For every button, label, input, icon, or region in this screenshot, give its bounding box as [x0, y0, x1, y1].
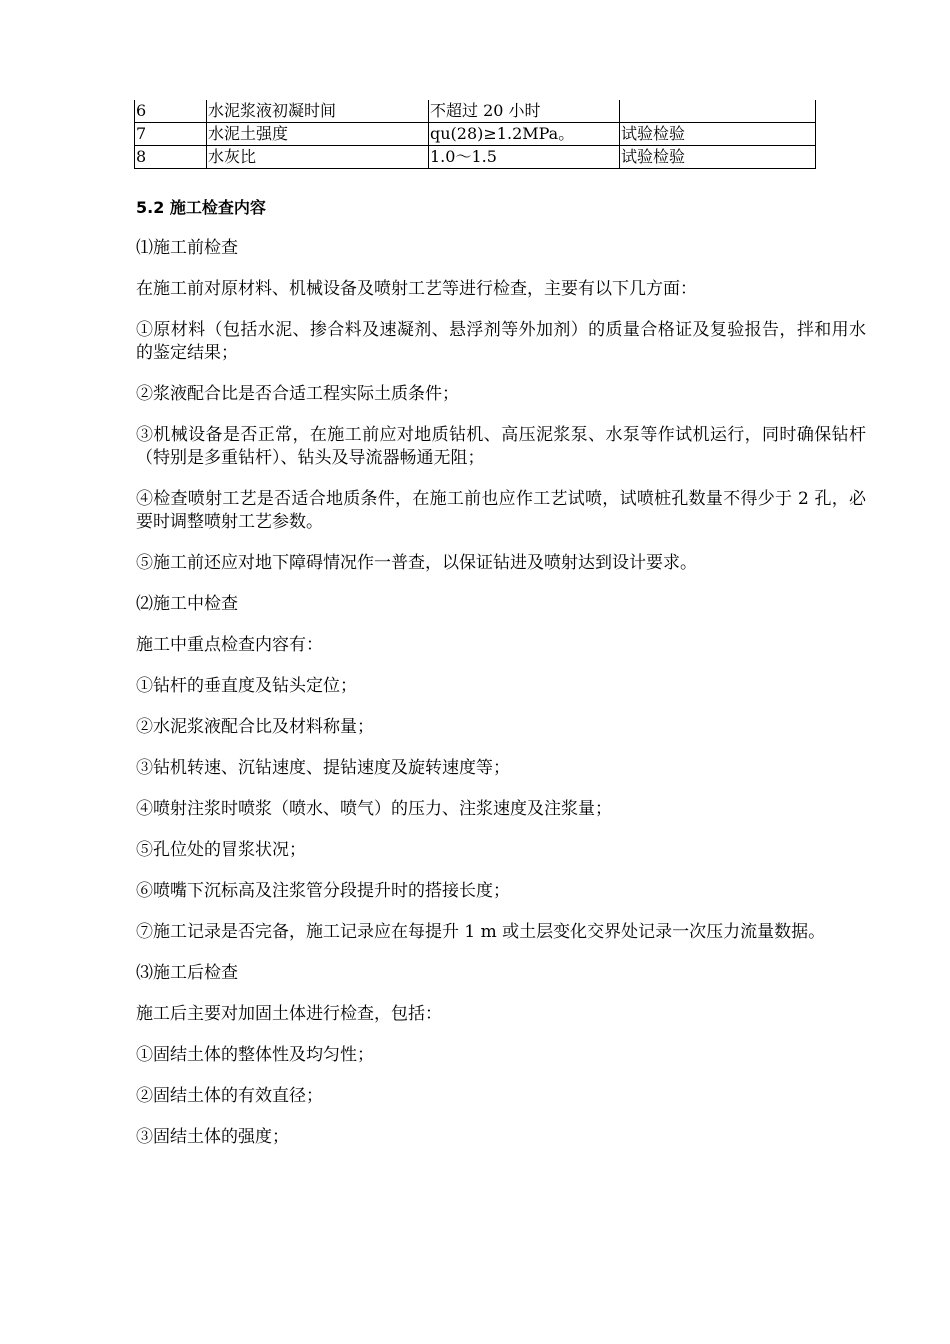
table-cell	[620, 100, 816, 123]
table-cell: 试验检验	[620, 146, 816, 169]
document-body	[136, 196, 866, 1167]
table-cell: 水泥土强度	[207, 123, 429, 146]
list-item: ②水泥浆液配合比及材料称量；	[136, 717, 374, 737]
list-item: ⑥喷嘴下沉标高及注浆管分段提升时的搭接长度；	[136, 881, 510, 901]
list-item: ③钻机转速、沉钻速度、提钻速度及旋转速度等；	[136, 758, 510, 778]
list-item: ②浆液配合比是否合适工程实际土质条件；	[136, 384, 459, 404]
table-cell: 水灰比	[207, 146, 429, 169]
table-cell: 1.0～1.5	[429, 146, 620, 169]
table-cell: 6	[135, 100, 207, 123]
list-item: ①原材料（包括水泥、掺合料及速凝剂、悬浮剂等外加剂）的质量合格证及复验报告，拌和用水的鉴定结果；	[136, 320, 866, 363]
list-item: ⑤孔位处的冒浆状况；	[136, 840, 306, 860]
table-cell: 不超过 20 小时	[429, 100, 620, 123]
table-cell: 7	[135, 123, 207, 146]
table-cell: 水泥浆液初凝时间	[207, 100, 429, 123]
table-cell: 试验检验	[620, 123, 816, 146]
list-item: ②固结土体的有效直径；	[136, 1086, 323, 1106]
list-item: ①固结土体的整体性及均匀性；	[136, 1045, 374, 1065]
table-row	[135, 146, 816, 169]
list-item: ⑤施工前还应对地下障碍情况作一普查，以保证钻进及喷射达到设计要求。	[136, 553, 697, 573]
paragraph: 施工后主要对加固土体进行检查，包括：	[136, 1004, 442, 1024]
list-item: ⑦施工记录是否完备，施工记录应在每提升 1 m 或土层变化交界处记录一次压力流量数据。	[136, 922, 826, 942]
list-item: ③机械设备是否正常，在施工前应对地质钻机、高压泥浆泵、水泵等作试机运行，同时确保钻杆（特别是多重钻杆）、钻头及导流器畅通无阻；	[136, 425, 866, 468]
table-cell: 8	[135, 146, 207, 169]
table-row	[135, 123, 816, 146]
paragraph: 施工中重点检查内容有：	[136, 635, 323, 655]
spec-table	[134, 100, 816, 169]
subsection-title: ⑶施工后检查	[136, 963, 238, 983]
subsection-title: ⑵施工中检查	[136, 594, 238, 614]
table-row	[135, 100, 816, 123]
list-item: ③固结土体的强度；	[136, 1127, 289, 1147]
list-item: ④检查喷射工艺是否适合地质条件，在施工前也应作工艺试喷，试喷桩孔数量不得少于 2 孔，必要时调整喷射工艺参数。	[136, 489, 866, 532]
paragraph: 在施工前对原材料、机械设备及喷射工艺等进行检查，主要有以下几方面：	[136, 279, 697, 299]
list-item: ①钻杆的垂直度及钻头定位；	[136, 676, 357, 696]
list-item: ④喷射注浆时喷浆（喷水、喷气）的压力、注浆速度及注浆量；	[136, 799, 612, 819]
section-heading: 5.2 施工检查内容	[136, 198, 266, 217]
subsection-title: ⑴施工前检查	[136, 238, 238, 258]
table-cell: qu(28)≥1.2MPa。	[429, 123, 620, 146]
